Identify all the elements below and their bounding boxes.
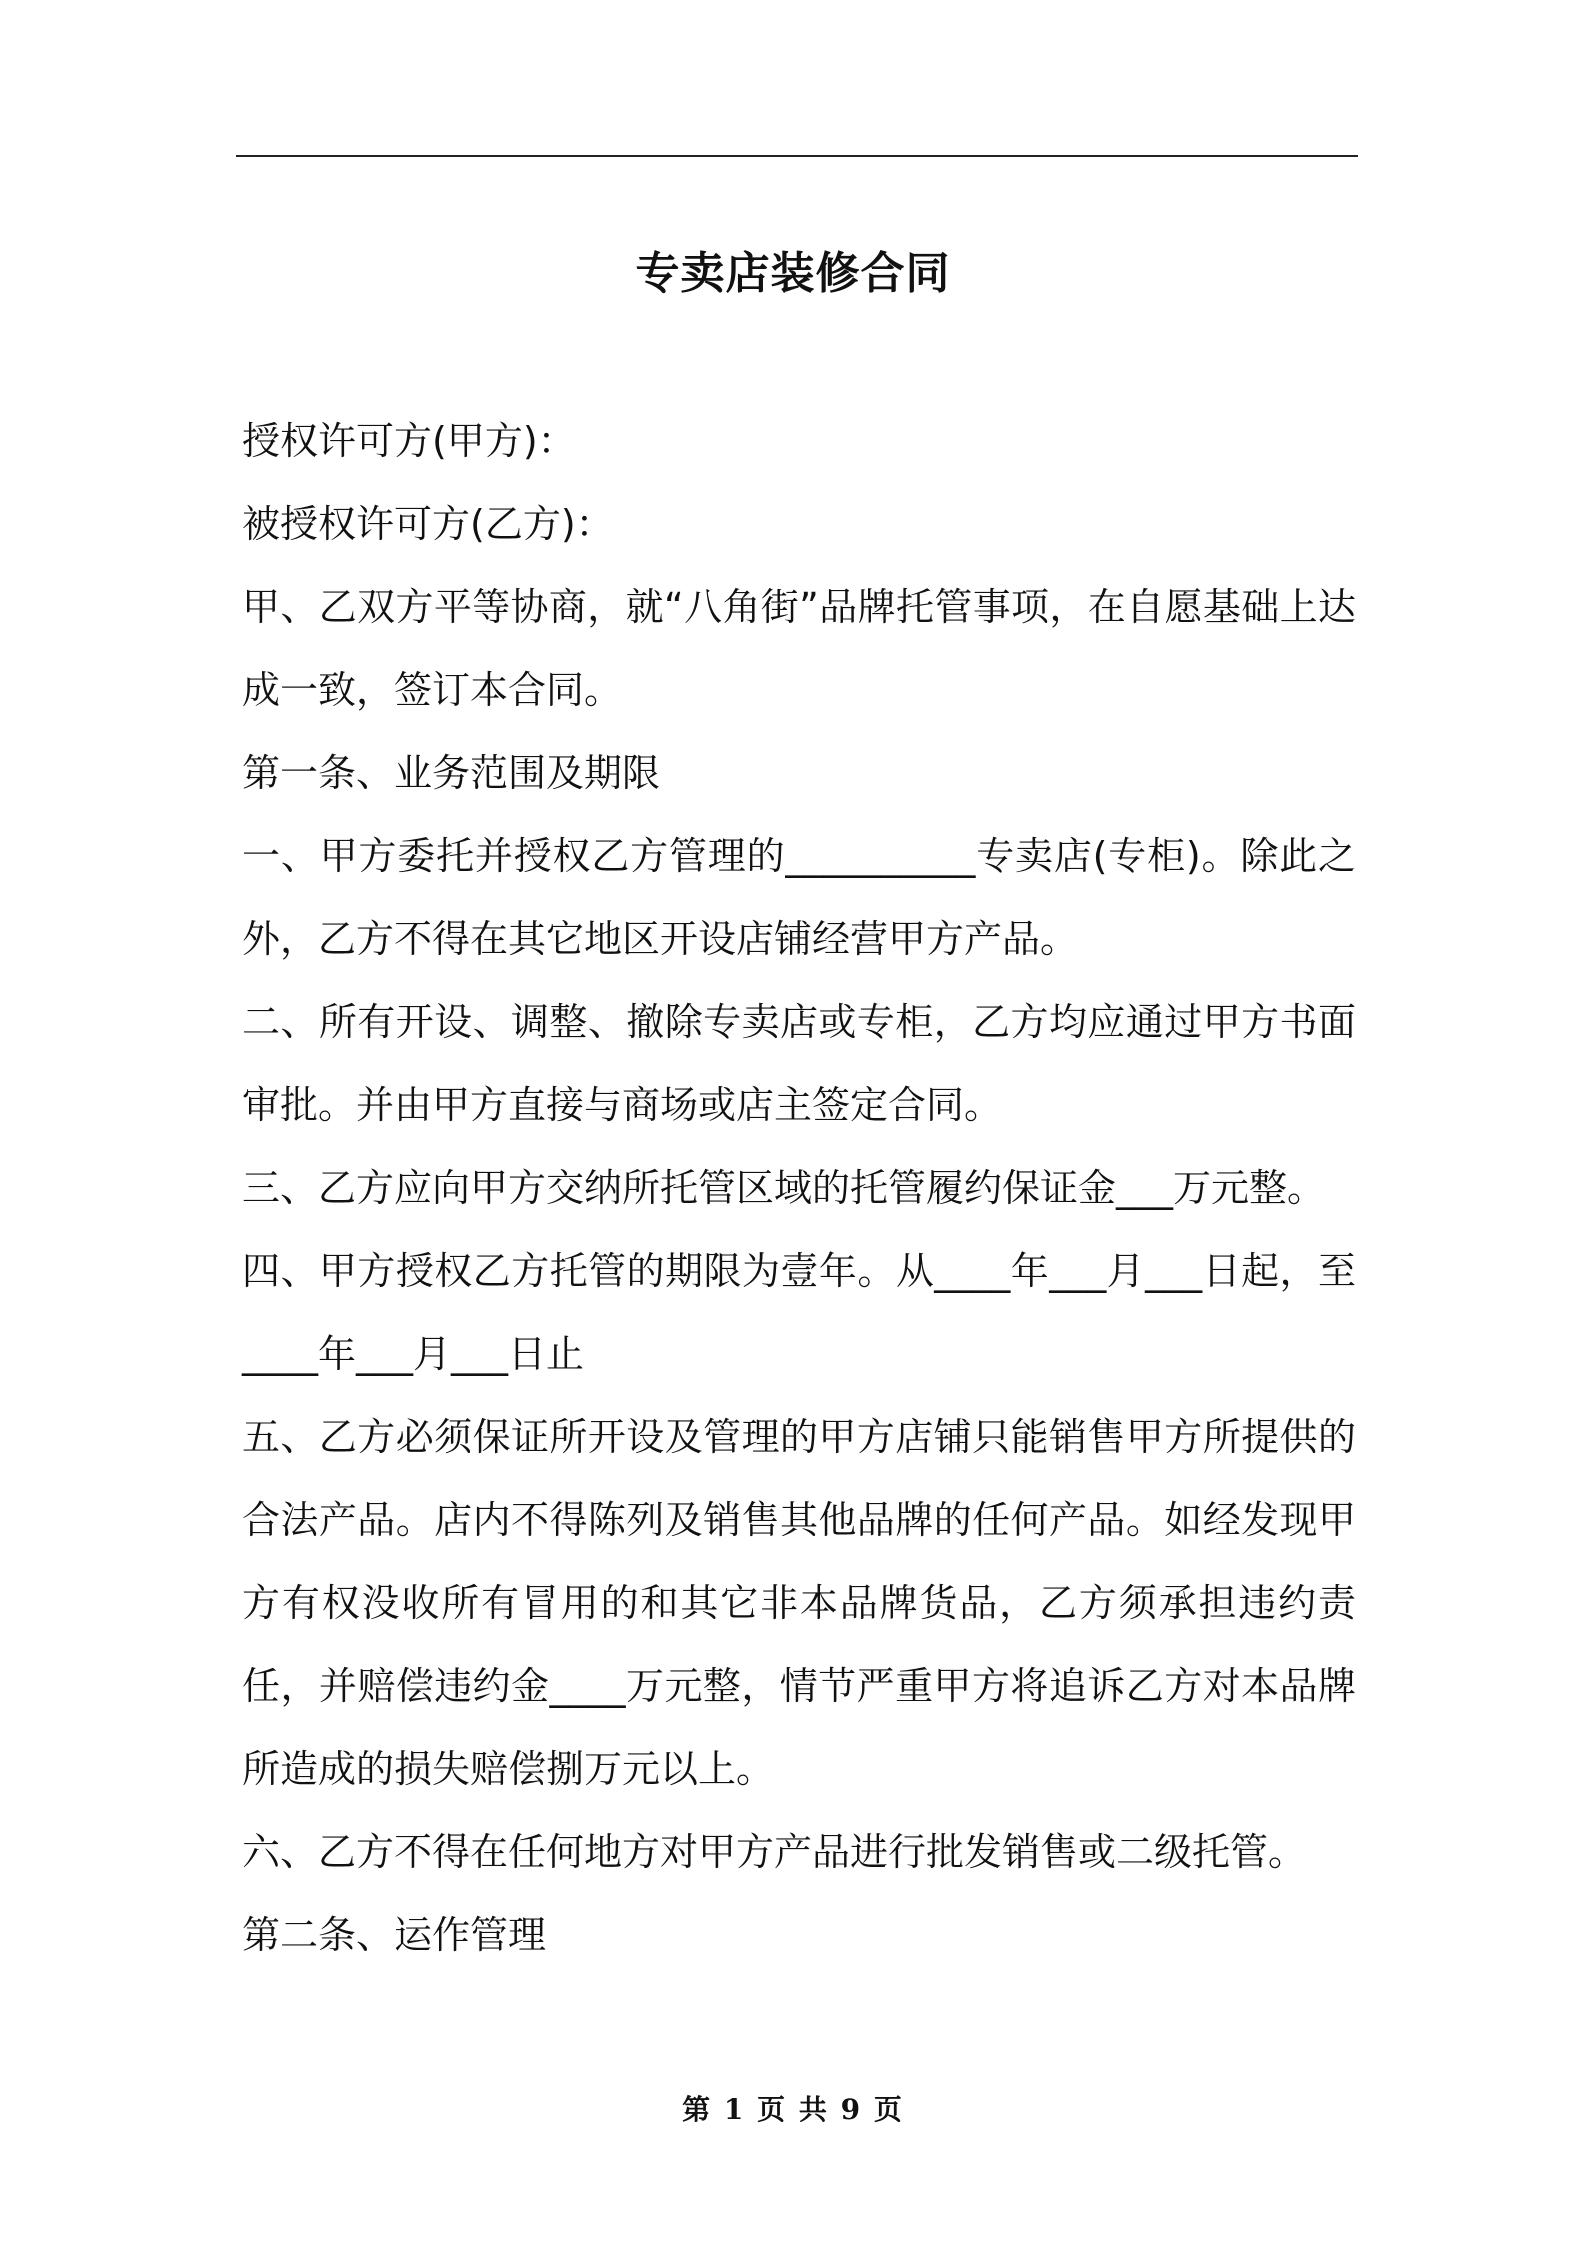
- clause-2: 二、所有开设、调整、撤除专卖店或专柜，乙方均应通过甲方书面审批。并由甲方直接与商场或店主签定合同。: [242, 1000, 1356, 1127]
- article-1-heading: 第一条、业务范围及期限: [242, 751, 661, 795]
- party-b-line: 被授权许可方(乙方)：: [242, 502, 614, 546]
- article-2-heading: 第二条、运作管理: [242, 1913, 547, 1957]
- clause-6: 六、乙方不得在任何地方对甲方产品进行批发销售或二级托管。: [242, 1830, 1307, 1874]
- header-rule: [236, 155, 1358, 157]
- party-a-line: 授权许可方(甲方)：: [242, 419, 576, 463]
- document-body: [242, 400, 1356, 1977]
- preamble-paragraph: 甲、乙双方平等协商，就“八角街”品牌托管事项，在自愿基础上达成一致，签订本合同。: [242, 585, 1356, 712]
- clause-1: 一、甲方委托并授权乙方管理的__________专卖店(专柜)。除此之外，乙方不得在其它地区开设店铺经营甲方产品。: [242, 834, 1356, 961]
- page-number-footer: 第 1 页 共 9 页: [682, 2093, 904, 2126]
- clause-3: 三、乙方应向甲方交纳所托管区域的托管履约保证金___万元整。: [242, 1166, 1326, 1210]
- clause-4: 四、甲方授权乙方托管的期限为壹年。从____年___月___日起，至____年___月___日止: [242, 1249, 1356, 1376]
- clause-5: 五、乙方必须保证所开设及管理的甲方店铺只能销售甲方所提供的合法产品。店内不得陈列及销售其他品牌的任何产品。如经发现甲方有权没收所有冒用的和其它非本品牌货品，乙方须承担违约责任，并赔偿违约金____万元整，情节严重甲方将追诉乙方对本品牌所造成的损失赔偿捌万元以上。: [242, 1415, 1356, 1791]
- document-title: 专卖店装修合同: [635, 248, 951, 300]
